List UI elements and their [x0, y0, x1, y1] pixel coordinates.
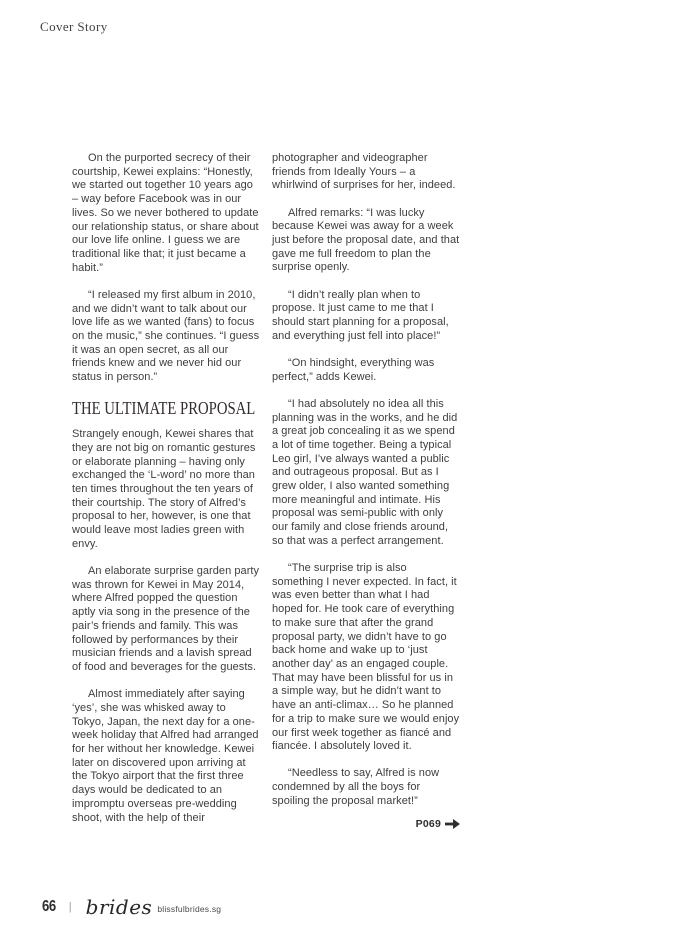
section-heading: THE ULTIMATE PROPOSAL — [72, 398, 256, 419]
paragraph: On the purported secrecy of their courtship, Kewei explains: “Honestly, we started out together 10 years ago – way before Facebook was in our lives. So we never bothered to update our relationship status, or share about our love life online. I guess we are traditional like that; it just became a habit.” — [72, 152, 259, 274]
paragraph: Almost immediately after saying ‘yes’, she was whisked away to Tokyo, Japan, the next day for a one-week holiday that Alfred had arranged for her without her knowledge. Kewei later on discovered upon arriving at the Tokyo airport that the first three days would be dedicated to an impromptu overseas pre-wedding shoot, with the help of their — [72, 688, 259, 824]
footer-divider: | — [68, 901, 72, 913]
continuation-page-label: P069 — [415, 818, 441, 831]
right-column — [272, 152, 460, 839]
page-footer — [42, 897, 221, 917]
paragraph: “The surprise trip is also something I never expected. In fact, it was even better than what I had hoped for. He took care of everything to make sure that after the grand proposal party, we didn’t have to go back home and wake up to ‘just another day’ as an engaged couple. That may have been blissful for us in a simple way, but he didn’t want to have an anti-climax… So he planned for a trip to make sure we would enjoy our first week together as fiancé and fiancée. I absolutely loved it. — [272, 562, 460, 753]
continued-on-page-marker — [272, 818, 460, 830]
arrow-right-icon — [445, 819, 460, 829]
paragraph: “On hindsight, everything was perfect,” adds Kewei. — [272, 356, 435, 383]
paragraph: “Needless to say, Alfred is now condemned by all the boys for spoiling the proposal market!” — [272, 767, 440, 807]
section-kicker: Cover Story — [40, 19, 108, 34]
paragraph: Strangely enough, Kewei shares that they are not big on romantic gestures or elaborate planning – having only exchanged the ‘L-word’ no more than ten times throughout the ten years of their courtship. The story of Alfred’s proposal to her, however, is one that would leave most ladies green with envy. — [72, 428, 256, 550]
paragraph: An elaborate surprise garden party was thrown for Kewei in May 2014, where Alfred popped the question aptly via song in the presence of the pair’s friends and family. This was followed by performances by their musician friends and a lavish spread of food and beverages for the guests. — [72, 565, 260, 673]
paragraph: “I released my first album in 2010, and we didn’t want to talk about our love life as we wanted (fans) to focus on the music,” she continues. “I guess it was an open secret, as all our friends knew and we never hid our status in person.” — [72, 288, 260, 384]
left-column — [72, 152, 260, 839]
paragraph: photographer and videographer friends from Ideally Yours – a whirlwind of surprises for her, indeed. — [272, 152, 456, 192]
paragraph: “I had absolutely no idea all this planning was in the works, and he did a great job concealing it as we spend a lot of time together. Being a typical Leo girl, I’ve always wanted a public and outrageous proposal. But as I grew older, I also wanted something more meaningful and intimate. His proposal was semi-public with only our family and close friends around, so that was a perfect arrangement. — [272, 397, 458, 547]
page-number: 66 — [42, 898, 56, 915]
paragraph: Alfred remarks: “I was lucky because Kewei was away for a week just before the proposal date, and that gave me full freedom to plan the surprise openly. — [272, 206, 460, 274]
paragraph: “I didn’t really plan when to propose. It just came to me that I should start planning for a proposal, and everything just fell into place!” — [272, 288, 449, 342]
brand-website: blissfulbrides.sg — [157, 903, 222, 914]
article-body — [72, 152, 460, 839]
brand-logo: brides — [85, 895, 153, 919]
